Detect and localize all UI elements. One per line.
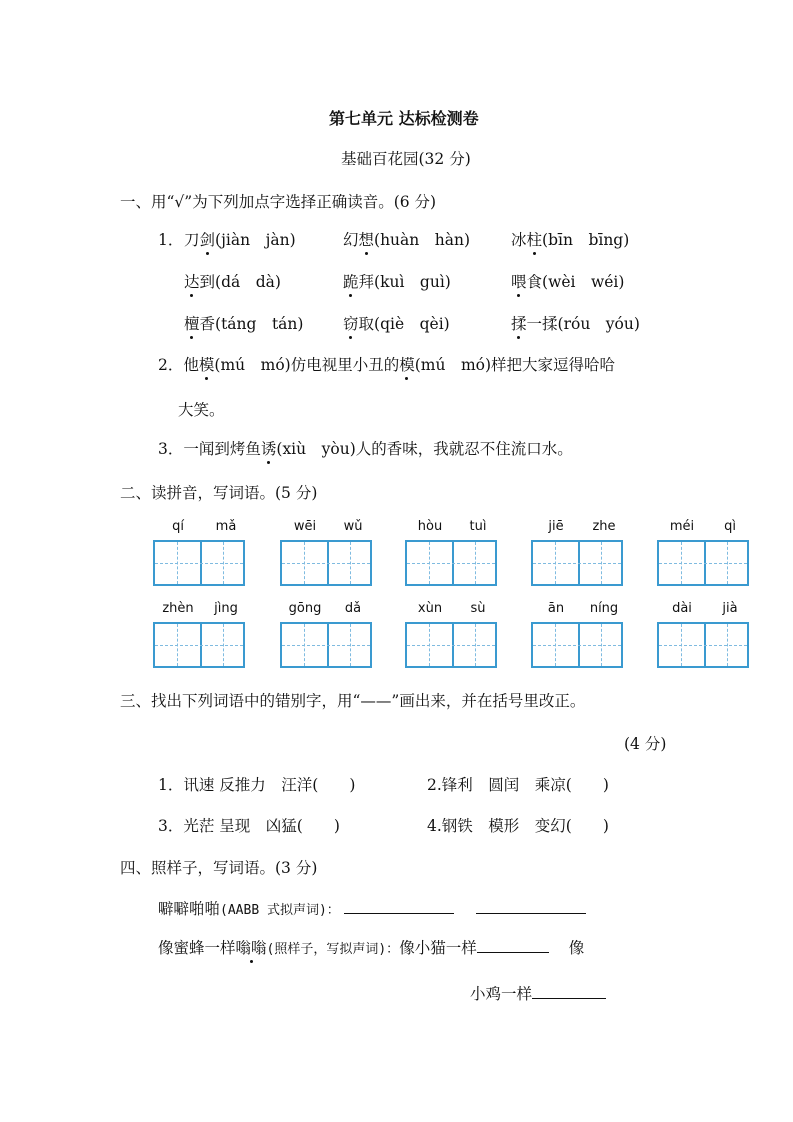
pinyin-syllable: qì	[724, 519, 736, 534]
pinyin-syllable: hòu	[417, 519, 443, 534]
q1-word: 跪拜(kuì guì)	[343, 270, 451, 292]
grid-dash	[282, 645, 370, 646]
pinyin-syllable: dǎ	[344, 601, 362, 616]
grid-dash	[155, 563, 243, 564]
writing-grid-box[interactable]	[280, 622, 372, 668]
q2-heading: 二、读拼音，写词语。(5 分)	[120, 484, 318, 502]
writing-grid-box[interactable]	[153, 540, 245, 586]
pinyin-syllable: wēi	[293, 519, 317, 534]
q1-word: 窃取(qiè qèi)	[343, 312, 450, 334]
pinyin-syllable: tuì	[469, 519, 487, 534]
q1-item2: 2．他模(mú mó)仿电视里小丑的模(mú mó)样把大家逗得哈哈	[158, 353, 615, 375]
pinyin-syllable: qí	[172, 519, 184, 534]
pinyin-syllable: zhèn	[162, 601, 194, 616]
pinyin-syllable: xùn	[417, 601, 443, 616]
grid-dash	[407, 563, 495, 564]
answer-blank[interactable]	[477, 952, 549, 953]
q1-word: 揉一揉(róu yóu)	[511, 312, 640, 334]
pinyin-syllable: gōng	[288, 601, 322, 616]
q1-heading: 一、用“√”为下列加点字选择正确读音。(6 分)	[120, 193, 437, 211]
writing-grid-box[interactable]	[153, 622, 245, 668]
answer-blank[interactable]	[476, 913, 586, 914]
pinyin-syllable: dài	[672, 601, 692, 616]
pinyin-syllable: ān	[547, 601, 565, 616]
page-title: 第七单元 达标检测卷	[329, 109, 479, 128]
pinyin-syllable: méi	[669, 519, 695, 534]
pinyin-syllable: jiē	[548, 519, 564, 534]
q3-line1-a: 1．讯速 反推力 汪洋( )	[158, 776, 356, 794]
answer-blank[interactable]	[344, 913, 454, 914]
pinyin-syllable: sù	[470, 601, 486, 616]
q1-item2-cont: 大笑。	[178, 401, 225, 419]
q4-line2: 像蜜蜂一样嗡嗡(照样子，写拟声词)：像小猫一样 像	[158, 936, 584, 958]
pinyin-syllable: jìng	[214, 601, 238, 616]
grid-dash	[407, 645, 495, 646]
pinyin-syllable: jià	[722, 601, 738, 616]
writing-grid-box[interactable]	[657, 622, 749, 668]
grid-dash	[533, 645, 621, 646]
q1-word: 喂食(wèi wéi)	[511, 270, 624, 292]
writing-grid-box[interactable]	[657, 540, 749, 586]
pinyin-syllable: wǔ	[343, 519, 363, 534]
pinyin-syllable: zhe	[592, 519, 616, 534]
q3-line1-b: 2.锋利 圆闰 乘凉( )	[427, 776, 609, 794]
q1-word: 檀香(táng tán)	[184, 312, 303, 334]
writing-grid-box[interactable]	[280, 540, 372, 586]
writing-grid-box[interactable]	[405, 540, 497, 586]
q4-line1: 噼噼啪啪(AABB 式拟声词)：	[158, 897, 586, 919]
answer-blank[interactable]	[532, 998, 606, 999]
pinyin-syllable: níng	[589, 601, 619, 616]
writing-grid-box[interactable]	[531, 622, 623, 668]
writing-grid-box[interactable]	[531, 540, 623, 586]
q1-word: 冰柱(bīn bīng)	[511, 228, 629, 250]
pinyin-syllable: mǎ	[215, 519, 237, 534]
q3-line2-a: 3．光茫 呈现 凶猛( )	[158, 817, 340, 835]
grid-dash	[659, 645, 747, 646]
writing-grid-box[interactable]	[405, 622, 497, 668]
q1-word: 刀剑(jiàn jàn)	[184, 228, 296, 250]
grid-dash	[155, 645, 243, 646]
q3-heading: 三、找出下列词语中的错别字，用“——”画出来，并在括号里改正。	[120, 692, 586, 710]
section-subtitle: 基础百花园(32 分)	[341, 150, 471, 168]
q1-item1-label: 1．	[158, 231, 184, 249]
grid-dash	[659, 563, 747, 564]
q4-line3: 小鸡一样	[470, 982, 606, 1004]
grid-dash	[282, 563, 370, 564]
grid-dash	[533, 563, 621, 564]
q1-item3: 3．一闻到烤鱼诱(xiù yòu)人的香味，我就忍不住流口水。	[158, 437, 573, 459]
q1-word: 达到(dá dà)	[184, 270, 281, 292]
q3-score: (4 分)	[624, 735, 667, 753]
q4-heading: 四、照样子，写词语。(3 分)	[120, 859, 318, 877]
q3-line2-b: 4.钢铁 模形 变幻( )	[427, 817, 609, 835]
q1-word: 幻想(huàn hàn)	[343, 228, 470, 250]
